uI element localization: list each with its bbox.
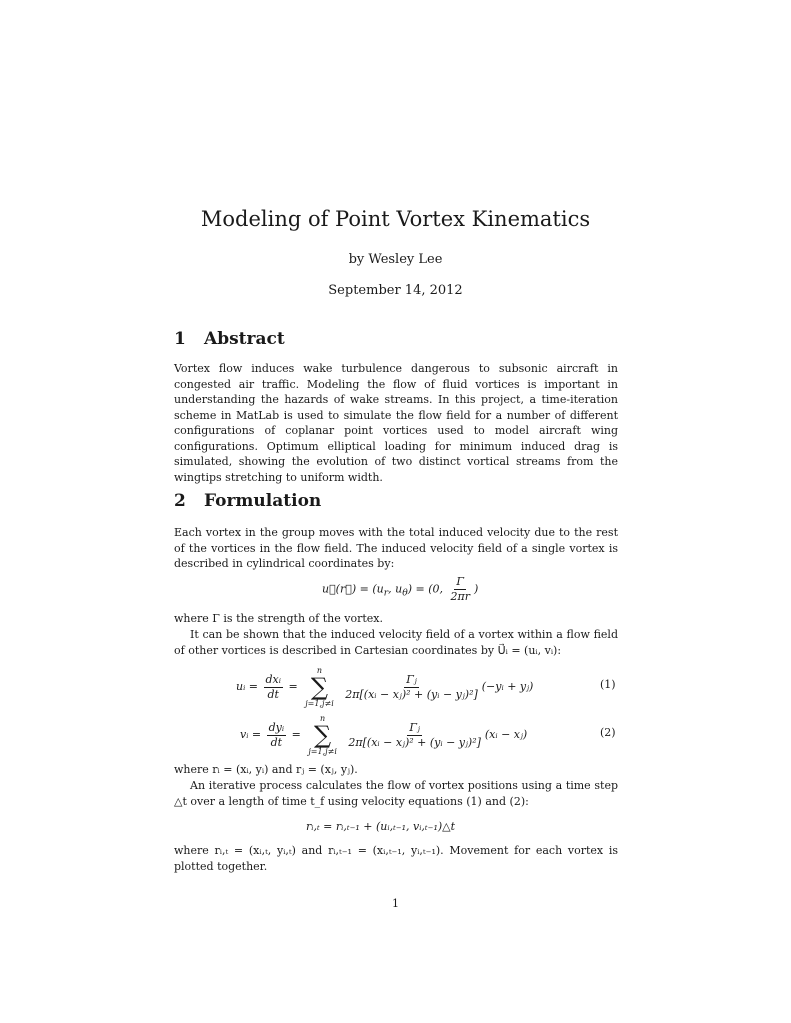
derivative-fraction [264,673,283,702]
equation-number-1: (1) [600,678,616,691]
sum-lower: j=1,j≠i [305,699,334,708]
section-title: Abstract [204,329,285,349]
summation [305,666,334,708]
section-number: 2 [174,491,186,511]
equation-1 [236,666,533,708]
eq-equals: = [288,680,298,693]
eq-lhs: uᵢ = [236,680,259,693]
sigma-symbol: ∑ [310,673,329,701]
sigma-symbol: ∑ [314,721,332,749]
formulation-paragraph-5: An iterative process calculates the flow of vortex positions using a time step △t over a length of time t_f using velocity equations (1) and (2): [174,779,618,808]
formulation-paragraph-3: It can be shown that the induced velocity field of a vortex within a flow field of other vortices is described in Cartesian coordinates by U⃗ᵢ = (uᵢ, vᵢ): [174,628,618,657]
fraction-numerator: Γⱼ [406,672,417,686]
eq-equals: = [291,728,301,741]
section-heading-formulation [174,491,321,511]
fraction-denominator: dt [270,735,283,749]
eq-text: ) = (0, [407,582,447,596]
eq-text: , u [388,582,403,596]
section-heading-abstract [174,329,285,349]
equation-2 [240,714,527,756]
eq-tail: (−yᵢ + yⱼ) [481,680,534,693]
fraction [343,673,480,702]
formulation-paragraph-1: Each vortex in the group moves with the total induced velocity due to the rest of the vortices in the flow field. The induced velocity field of a single vortex is described in cylindrical coordinates by: [174,526,618,570]
paper-title: Modeling of Point Vortex Kinematics [200,207,591,231]
equation-iteration: rᵢ,ₜ = rᵢ,ₜ₋₁ + (uᵢ,ₜ₋₁, vᵢ,ₜ₋₁)△t [306,820,456,833]
date-line: September 14, 2012 [328,283,463,298]
author-line: by Wesley Lee [348,252,443,267]
fraction-denominator: 2π[(xᵢ − xⱼ)² + (yᵢ − yⱼ)²] [345,687,478,701]
fraction [346,721,483,750]
page-number: 1 [392,897,399,910]
eq-sub: θ [402,587,408,599]
fraction-denominator: 2π[(xᵢ − xⱼ)² + (yᵢ − yⱼ)²] [348,735,481,749]
eq-tail: (xᵢ − xⱼ) [484,728,528,741]
formulation-paragraph-2: where Γ is the strength of the vortex. [174,612,383,625]
sum-lower: j=1,j≠i [308,747,337,756]
equation-number-2: (2) [600,726,616,739]
derivative-fraction [267,721,286,750]
equation-vortex-velocity [322,575,478,604]
sum-upper: n [320,714,326,723]
fraction-numerator: dyᵢ [268,720,285,734]
eq-lhs: vᵢ = [240,728,262,741]
eq-text: u⃗(r⃗) = (u [322,582,384,596]
summation [308,714,337,756]
section-number: 1 [174,329,186,349]
section-title: Formulation [204,491,322,511]
fraction-numerator: Γ [456,575,465,588]
eq-sub: r [383,587,389,599]
abstract-paragraph: Vortex flow induces wake turbulence dangerous to subsonic aircraft in congested air traffic. Modeling the flow of fluid vortices is important in understanding the hazards of wake streams. In this project, a time-iteration scheme in MatLab is used to simulate the flow field for a number of different configurations of coplanar point vortices used to model aircraft wing configurations. Optimum elliptical loading for minimum induced drag is simulated, showing the evolution of two distinct vortical streams from the wingtips stretching to uniform width. [174,362,618,484]
fraction-numerator: Γⱼ [409,720,420,734]
formulation-paragraph-6: where rᵢ,ₜ = (xᵢ,ₜ, yᵢ,ₜ) and rᵢ,ₜ₋₁ = (xᵢ,ₜ₋₁, yᵢ,ₜ₋₁). Movement for each vortex is plotted together. [174,844,618,873]
fraction-denominator: dt [267,687,279,701]
fraction-denominator: 2πr [450,590,470,603]
fraction-numerator: dxᵢ [265,672,281,686]
formulation-paragraph-4: where rᵢ = (xᵢ, yᵢ) and rⱼ = (xⱼ, yⱼ). [174,763,358,776]
fraction [449,575,473,604]
sum-upper: n [316,666,323,675]
eq-text: ) [474,582,479,596]
